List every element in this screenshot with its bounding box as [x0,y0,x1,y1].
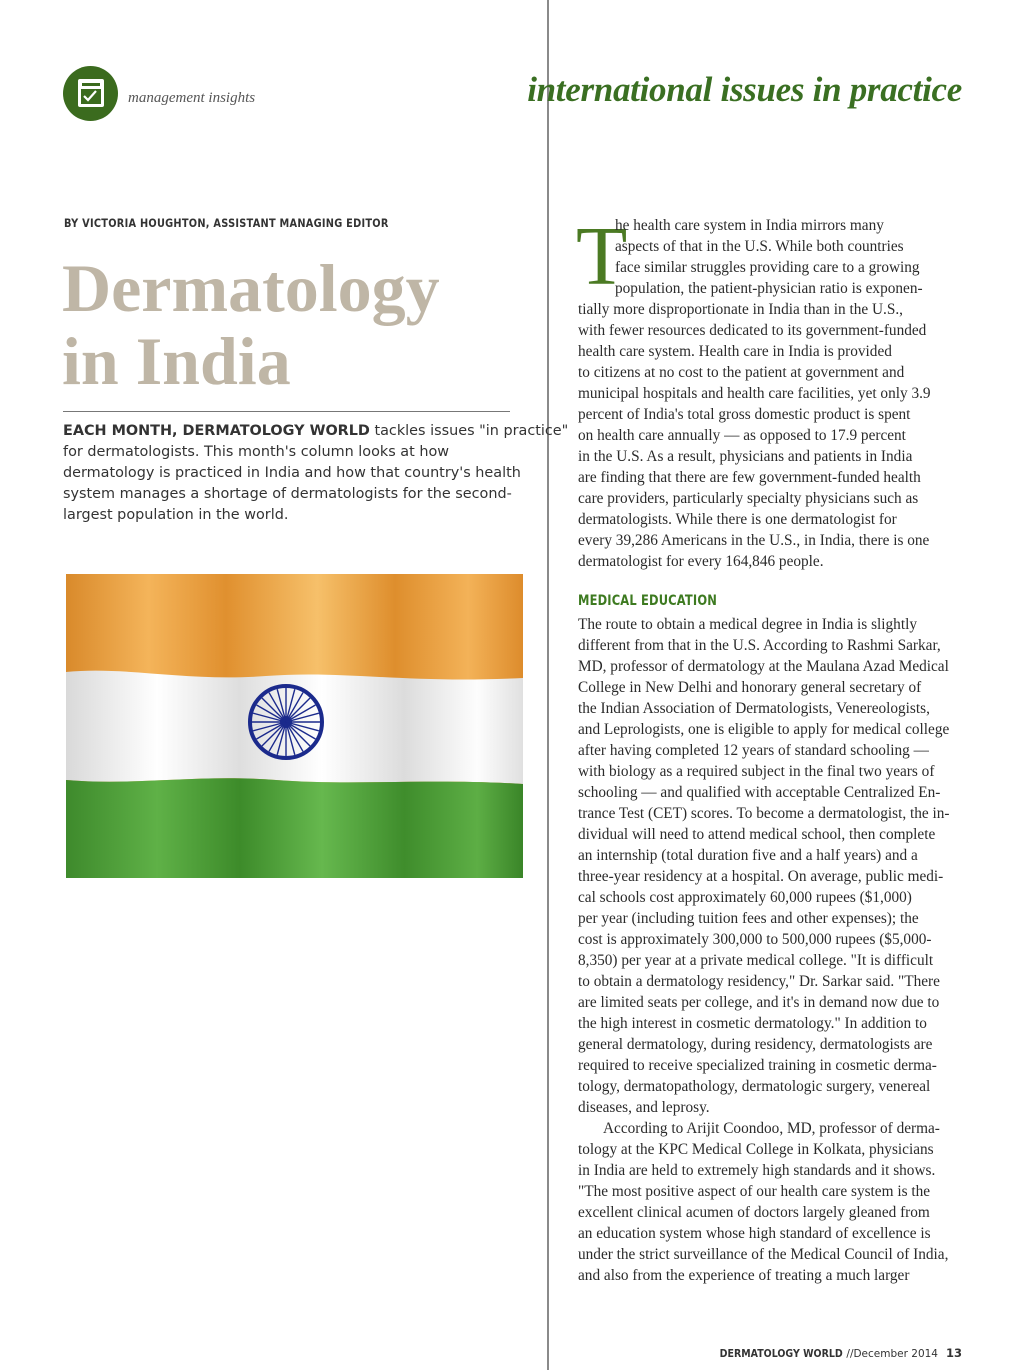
body-line: to citizens at no cost to the patient at government and [578,364,905,381]
body-line: percent of India's total gross domestic product is spent [578,406,911,423]
body-line: population, the patient-physician ratio is exponen- [615,280,923,297]
body-line: with biology as a required subject in the final two years of [578,763,935,780]
body-line: the high interest in cosmetic dermatology." In addition to [578,1015,927,1032]
headline-line: in India [62,323,291,399]
footer-publication: DERMATOLOGY WORLD [720,1348,844,1360]
deck-line: dermatology is practiced in India and how that country's health [63,465,521,481]
body-line: different from that in the U.S. According to Rashmi Sarkar, [578,637,941,654]
body-line: College in New Delhi and honorary general secretary of [578,679,922,696]
section-badge [63,66,118,121]
section-text [578,614,978,1286]
body-line: the Indian Association of Dermatologists, Venereologists, [578,700,930,717]
body-line: trance Test (CET) scores. To become a dermatologist, the in- [578,805,950,822]
body-line: an education system whose high standard of excellence is [578,1225,931,1242]
body-line: in India are held to extremely high standards and it shows. [578,1162,936,1179]
intro-text [576,210,978,572]
body-line: aspects of that in the U.S. While both countries [615,238,904,255]
headline-rule [63,411,510,412]
body-line: According to Arijit Coondoo, MD, professor of derma- [603,1120,940,1137]
body-line: MD, professor of dermatology at the Maulana Azad Medical [578,658,949,675]
body-line: on health care annually — as opposed to 17.9 percent [578,427,906,444]
body-line: an internship (total duration five and a half years) and a [578,847,918,864]
body-line: health care system. Health care in India is provided [578,343,892,360]
body-line: and Leprologists, one is eligible to apply for medical college [578,721,950,738]
body-line: "The most positive aspect of our health care system is the [578,1183,931,1200]
deck-line: for dermatologists. This month's column looks at how [63,444,450,460]
body-line: general dermatology, during residency, dermatologists are [578,1036,933,1053]
body-line: dividual will need to attend medical school, then complete [578,826,936,843]
body-line: schooling — and qualified with acceptable Centralized En- [578,784,941,801]
ashoka-chakra [250,686,322,758]
body-line: and also from the experience of treating a much larger [578,1267,910,1284]
headline [62,252,532,398]
drop-cap: T [576,210,628,303]
body-line: he health care system in India mirrors many [615,217,884,234]
column-divider [547,0,549,1370]
body-line: are limited seats per college, and it's in demand now due to [578,994,940,1011]
body-line: per year (including tuition fees and other expenses); the [578,910,919,927]
body-line: required to receive specialized training in cosmetic derma- [578,1057,937,1074]
body-line: municipal hospitals and health care facilities, yet only 3.9 [578,385,931,402]
body-line: tially more disproportionate in India than in the U.S., [578,301,903,318]
body-line: tology, dermatopathology, dermatologic surgery, venereal [578,1078,931,1095]
body-line: with fewer resources dedicated to its government-funded [578,322,927,339]
body-line: are finding that there are few government-funded health [578,469,921,486]
body-line: tology at the KPC Medical College in Kolkata, physicians [578,1141,934,1158]
body-line: excellent clinical acumen of doctors largely gleaned from [578,1204,930,1221]
byline: BY VICTORIA HOUGHTON, ASSISTANT MANAGING EDITOR [64,216,389,230]
body-line: dermatologist for every 164,846 people. [578,553,824,570]
page-number: 13 [945,1346,962,1360]
deck-line: largest population in the world. [63,507,289,523]
india-flag-image [66,574,523,878]
header-title: international issues in practice [527,70,962,109]
section-label: management insights [128,90,256,106]
deck [63,421,569,526]
body-line: care providers, particularly specialty physicians such as [578,490,919,507]
page-footer [706,1346,962,1360]
body-line: in the U.S. As a result, physicians and patients in India [578,448,913,465]
deck-line: system manages a shortage of dermatologists for the second- [63,486,512,502]
deck-line: tackles issues "in practice" [369,423,569,439]
body-line: cal schools cost approximately 60,000 rupees ($1,000) [578,889,912,906]
body-line: 8,350) per year at a private medical college. "It is difficult [578,952,934,969]
section-subhead: MEDICAL EDUCATION [578,593,718,609]
body-line: dermatologists. While there is one dermatologist for [578,511,897,528]
body-line: every 39,286 Americans in the U.S., in India, there is one [578,532,930,549]
body-line: The route to obtain a medical degree in India is slightly [578,616,917,633]
checklist-icon [63,66,118,121]
body-line: face similar struggles providing care to a growing [615,259,920,276]
body-line: cost is approximately 300,000 to 500,000 rupees ($5,000- [578,931,932,948]
body-line: under the strict surveillance of the Medical Council of India, [578,1246,949,1263]
headline-line: Dermatology [62,250,440,326]
body-line: diseases, and leprosy. [578,1099,710,1116]
body-line: to obtain a dermatology residency," Dr. Sarkar said. "There [578,973,940,990]
deck-lead: EACH MONTH, DERMATOLOGY WORLD [63,423,370,439]
body-line: three-year residency at a hospital. On average, public medi- [578,868,944,885]
footer-issue: //December 2014 [843,1348,938,1360]
body-line: after having completed 12 years of standard schooling — [578,742,929,759]
